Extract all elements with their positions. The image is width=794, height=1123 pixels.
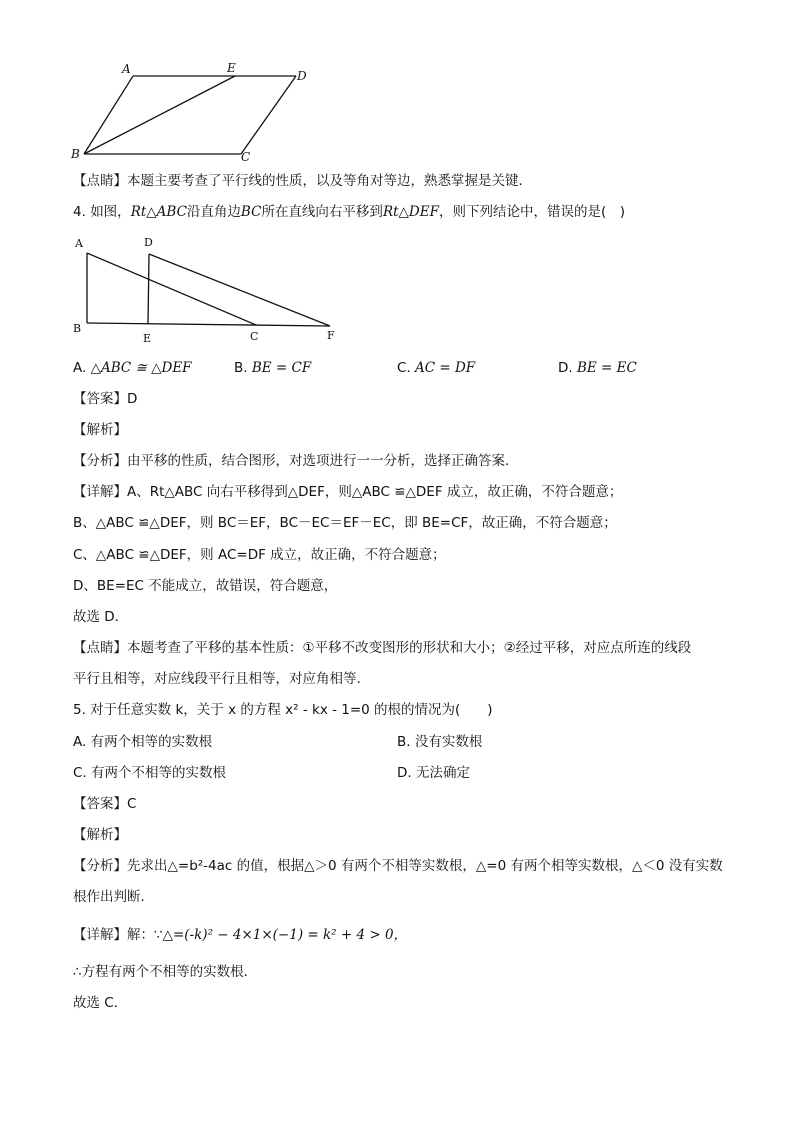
q4-analysis-title: 【解析】 <box>73 422 127 438</box>
q4-detail-2: B、△ABC ≌△DEF，则 BC＝EF，BC－EC＝EF－EC，即 BE=CF，故正确，不符合题意； <box>73 515 617 531</box>
q5-fenxi-2: 根作出判断． <box>73 889 154 905</box>
option-letter: B. <box>234 360 248 376</box>
q4-option-c <box>397 358 475 378</box>
option-letter: C. <box>73 765 87 781</box>
q4-comment-2: 平行且相等，对应线段平行且相等，对应角相等. <box>73 671 361 687</box>
option-text: BE = CF <box>251 360 312 376</box>
option-letter: D. <box>397 765 412 781</box>
q5-option-b <box>397 732 482 752</box>
q4-fenxi: 【分析】由平移的性质，结合图形，对选项进行一一分析，选择正确答案． <box>73 453 519 469</box>
option-text: 有两个相等的实数根 <box>90 734 213 750</box>
label-E: E <box>227 61 236 75</box>
label-B: B <box>73 322 82 335</box>
q4-option-b <box>234 358 311 378</box>
q4-stem-mid1: 沿直角边 <box>186 204 241 220</box>
translation-figure <box>66 234 346 346</box>
parallelogram-figure <box>60 58 320 166</box>
q4-detail-1: 【详解】A、Rt△ABC 向右平移得到△DEF，则△ABC ≌△DEF 成立，故正确，不符合题意； <box>73 484 623 500</box>
label-D: D <box>297 69 307 83</box>
label-F: F <box>327 329 335 342</box>
q4-math-1: Rt△ABC <box>130 204 187 220</box>
option-letter: C. <box>397 360 411 376</box>
option-text: 没有实数根 <box>414 734 483 750</box>
q5-fenxi-1: 【分析】先求出△=b²-4ac 的值，根据△＞0 有两个不相等实数根，△=0 有两个相等实数根，△＜0 没有实数 <box>73 858 723 874</box>
segment-BE <box>84 76 235 154</box>
q5-analysis-title: 【解析】 <box>73 827 127 843</box>
label-A: A <box>75 237 83 250</box>
q5-option-c <box>73 763 226 783</box>
segment-DF <box>149 254 330 326</box>
q5-detail <box>73 925 407 945</box>
q4-stem-post: ，则下列结论中，错误的是( ) <box>438 204 626 220</box>
q4-answer: 【答案】D <box>73 391 138 407</box>
q4-option-d <box>558 358 637 378</box>
q4-comment-1: 【点睛】本题考查了平移的基本性质：①平移不改变图形的形状和大小；②经过平移，对应点所连的线段 <box>73 640 692 656</box>
segment-AB <box>84 76 133 154</box>
segment-BF <box>87 323 330 326</box>
option-letter: D. <box>558 360 573 376</box>
q4-stem <box>73 202 625 222</box>
q5-answer: 【答案】C <box>73 796 137 812</box>
segment-CD <box>241 76 296 154</box>
label-A: A <box>122 62 131 76</box>
segment-AC <box>87 253 256 325</box>
q5-detail-pre: 【详解】解：∵ <box>73 927 163 943</box>
q4-number: 4. <box>73 204 86 220</box>
label-B: B <box>71 147 80 161</box>
q4-stem-mid2: 所在直线向右平移到 <box>261 204 383 220</box>
q5-option-d <box>397 763 470 783</box>
option-text: AC = DF <box>415 360 476 376</box>
segment-DE <box>148 254 149 324</box>
q4-detail-5: 故选 D． <box>73 609 129 625</box>
q5-stem: 5. 对于任意实数 k，关于 x 的方程 x² - kx - 1=0 的根的情况为( ) <box>73 702 493 718</box>
q5-conclusion: ∴方程有两个不相等的实数根． <box>73 964 258 980</box>
option-text: BE = EC <box>576 360 637 376</box>
q4-stem-pre: 如图， <box>90 204 131 220</box>
option-letter: A. <box>73 360 87 376</box>
label-C: C <box>250 330 259 343</box>
q3-comment: 【点睛】本题主要考查了平行线的性质，以及等角对等边，熟悉掌握是关键． <box>73 173 532 189</box>
option-text: 无法确定 <box>415 765 470 781</box>
label-C: C <box>241 150 251 164</box>
label-E: E <box>143 332 152 345</box>
label-D: D <box>144 236 153 249</box>
q4-detail-4: D、BE=EC 不能成立，故错误，符合题意， <box>73 578 338 594</box>
q4-math-3: Rt△DEF <box>382 204 439 220</box>
q5-final: 故选 C． <box>73 995 128 1011</box>
q4-math-2: BC <box>240 204 262 220</box>
option-letter: A. <box>73 734 87 750</box>
q4-option-a <box>73 358 192 378</box>
option-text: △ABC ≅ △DEF <box>90 360 192 376</box>
q4-detail-3: C、△ABC ≌△DEF，则 AC=DF 成立，故正确，不符合题意； <box>73 547 446 563</box>
option-text: 有两个不相等的实数根 <box>91 765 227 781</box>
q5-option-a <box>73 732 212 752</box>
option-letter: B. <box>397 734 411 750</box>
q5-detail-formula: △=(-k)² − 4×1×(−1) = k² + 4 > 0， <box>162 927 408 943</box>
